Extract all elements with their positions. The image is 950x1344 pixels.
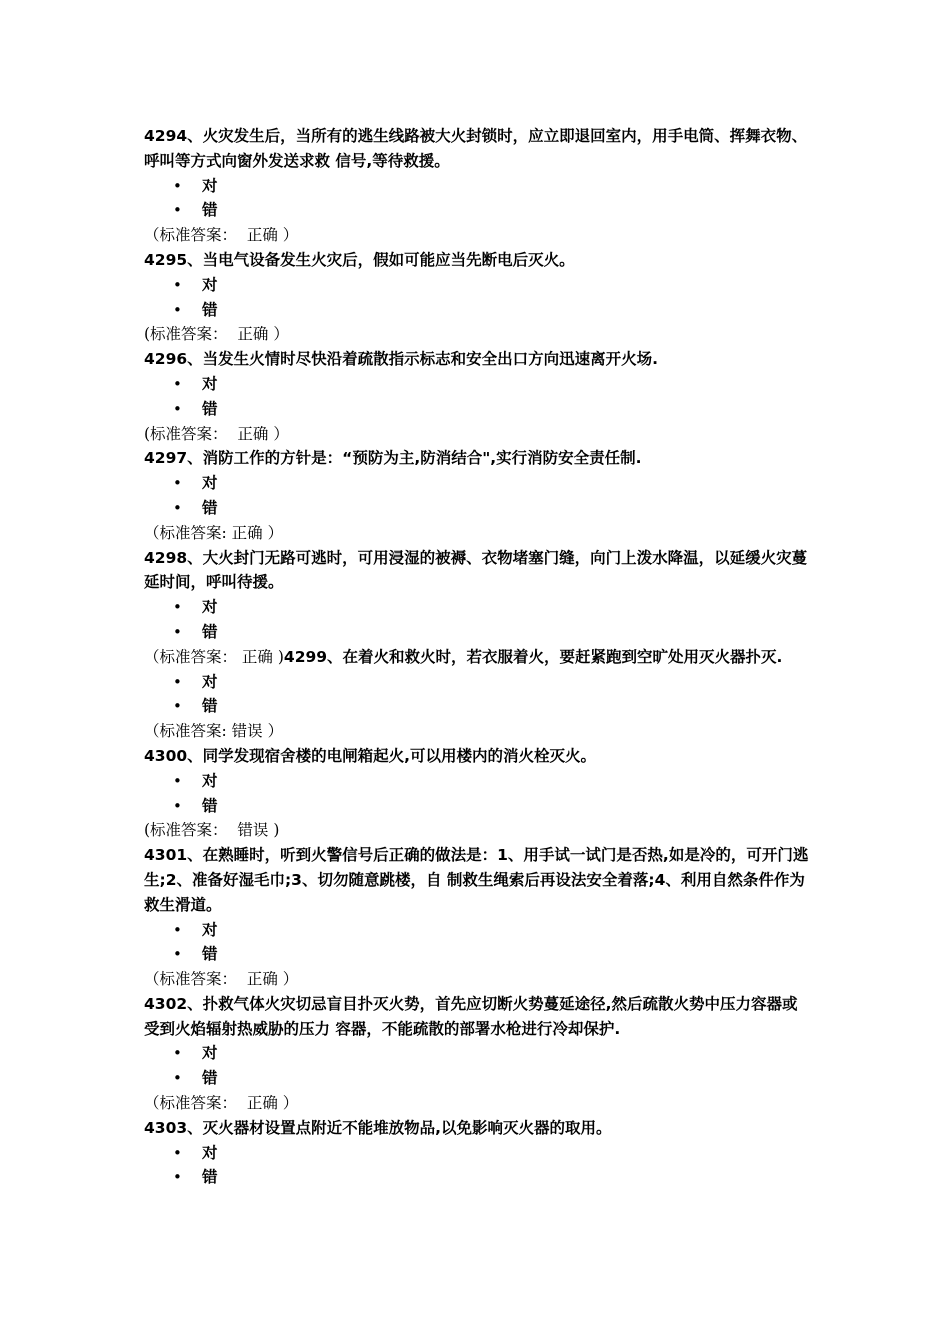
option-label: 错: [202, 1069, 218, 1088]
bullet-icon: •: [173, 474, 182, 493]
option-list: [144, 372, 810, 422]
option-item: [144, 372, 810, 397]
bullet-icon: •: [173, 1044, 182, 1063]
option-list: [144, 670, 810, 720]
option-label: 错: [202, 697, 218, 716]
bullet-icon: •: [173, 1168, 182, 1187]
standard-answer: （标准答案： 正确 ）: [144, 1094, 299, 1113]
document-body: [144, 124, 810, 1190]
option-label: 错: [202, 498, 218, 517]
bullet-icon: •: [173, 176, 182, 195]
option-list: [144, 471, 810, 521]
question-text: 4296、当发生火情时尽快沿着疏散指示标志和安全出口方向迅速离开火场.: [144, 350, 659, 369]
question-block: [144, 248, 810, 347]
option-label: 错: [202, 945, 218, 964]
question-text: [144, 645, 810, 670]
bullet-icon: •: [173, 1069, 182, 1088]
option-label: 对: [202, 598, 218, 617]
option-label: 对: [202, 1044, 218, 1063]
option-item: [144, 496, 810, 521]
standard-answer: （标准答案: 正确 ）: [144, 523, 284, 542]
option-label: 对: [202, 1143, 218, 1162]
option-label: 错: [202, 300, 218, 319]
question-block: [144, 124, 810, 248]
option-label: 对: [202, 474, 218, 493]
option-item: [144, 1141, 810, 1166]
option-label: 错: [202, 796, 218, 815]
option-label: 对: [202, 672, 218, 691]
option-list: [144, 918, 810, 968]
option-label: 错: [202, 399, 218, 418]
question-block: [144, 645, 810, 744]
option-label: 对: [202, 374, 218, 393]
option-item: [144, 694, 810, 719]
question-block: [144, 744, 810, 843]
question-text: 4302、扑救气体火灾切忌盲目扑灭火势，首先应切断火势蔓延途径,然后疏散火势中压力容器或受到火焰辐射热威胁的压力 容器，不能疏散的部署水枪进行冷却保护.: [144, 994, 798, 1038]
bullet-icon: •: [173, 275, 182, 294]
question-block: [144, 992, 810, 1116]
question-block: [144, 347, 810, 446]
bullet-icon: •: [173, 697, 182, 716]
standard-answer: （标准答案: 错误 ）: [144, 722, 284, 741]
bullet-icon: •: [173, 796, 182, 815]
option-label: 错: [202, 201, 218, 220]
question-block: [144, 843, 810, 992]
option-list: [144, 1041, 810, 1091]
option-item: [144, 769, 810, 794]
question-block: [144, 1116, 810, 1190]
question-text: 4297、消防工作的方针是：“预防为主,防消结合",实行消防安全责任制.: [144, 449, 642, 468]
option-item: [144, 794, 810, 819]
option-label: 错: [202, 622, 218, 641]
bullet-icon: •: [173, 1143, 182, 1162]
standard-answer: （标准答案： 正确 ）: [144, 970, 299, 989]
question-text: 4294、火灾发生后，当所有的逃生线路被大火封锁时，应立即退回室内，用手电筒、挥舞衣物、呼叫等方式向窗外发送求救 信号,等待救援。: [144, 127, 808, 170]
bullet-icon: •: [173, 300, 182, 319]
bullet-icon: •: [173, 399, 182, 418]
question-text: 4301、在熟睡时，听到火警信号后正确的做法是：1、用手试一试门是否热,如是冷的，可开门逃生;2、准备好湿毛巾;3、切勿随意跳楼，自 制救生绳索后再设法安全着落;4、利用自然条件作为救生滑道。: [144, 846, 809, 914]
option-item: [144, 273, 810, 298]
option-list: [144, 174, 810, 224]
question-text: 4298、大火封门无路可逃时，可用浸湿的被褥、衣物堵塞门缝，向门上泼水降温，以延缓火灾蔓延时间，呼叫待援。: [144, 548, 808, 592]
option-item: [144, 1165, 810, 1190]
option-item: [144, 471, 810, 496]
question-text-inline: 4299、在着火和救火时，若衣服着火，要赶紧跑到空旷处用灭火器扑灭.: [283, 647, 783, 666]
option-label: 对: [202, 275, 218, 294]
standard-answer: (标准答案： 错误 ): [144, 821, 280, 840]
option-list: [144, 273, 810, 323]
option-label: 对: [202, 176, 218, 195]
bullet-icon: •: [173, 374, 182, 393]
question-text: 4295、当电气设备发生火灾后，假如可能应当先断电后灭火。: [144, 250, 575, 269]
question-block: [144, 446, 810, 545]
bullet-icon: •: [173, 771, 182, 790]
bullet-icon: •: [173, 498, 182, 517]
option-item: [144, 620, 810, 645]
standard-answer: (标准答案： 正确 ）: [144, 325, 289, 344]
option-item: [144, 670, 810, 695]
option-item: [144, 942, 810, 967]
question-text: 4303、灭火器材设置点附近不能堆放物品,以免影响灭火器的取用。: [144, 1118, 612, 1137]
option-item: [144, 198, 810, 223]
question-text: 4300、同学发现宿舍楼的电闸箱起火,可以用楼内的消火栓灭火。: [144, 746, 597, 765]
option-item: [144, 595, 810, 620]
bullet-icon: •: [173, 672, 182, 691]
option-label: 错: [202, 1168, 218, 1187]
question-block: [144, 546, 810, 645]
option-list: [144, 1141, 810, 1191]
bullet-icon: •: [173, 598, 182, 617]
option-item: [144, 918, 810, 943]
option-list: [144, 769, 810, 819]
bullet-icon: •: [173, 920, 182, 939]
option-label: 对: [202, 771, 218, 790]
bullet-icon: •: [173, 945, 182, 964]
option-label: 对: [202, 920, 218, 939]
option-item: [144, 174, 810, 199]
bullet-icon: •: [173, 201, 182, 220]
option-item: [144, 298, 810, 323]
bullet-icon: •: [173, 622, 182, 641]
standard-answer: （标准答案： 正确 ）: [144, 226, 299, 245]
option-item: [144, 1066, 810, 1091]
option-list: [144, 595, 810, 645]
standard-answer: (标准答案： 正确 ）: [144, 424, 289, 443]
option-item: [144, 1041, 810, 1066]
option-item: [144, 397, 810, 422]
standard-answer: （标准答案： 正确 ): [144, 647, 284, 666]
